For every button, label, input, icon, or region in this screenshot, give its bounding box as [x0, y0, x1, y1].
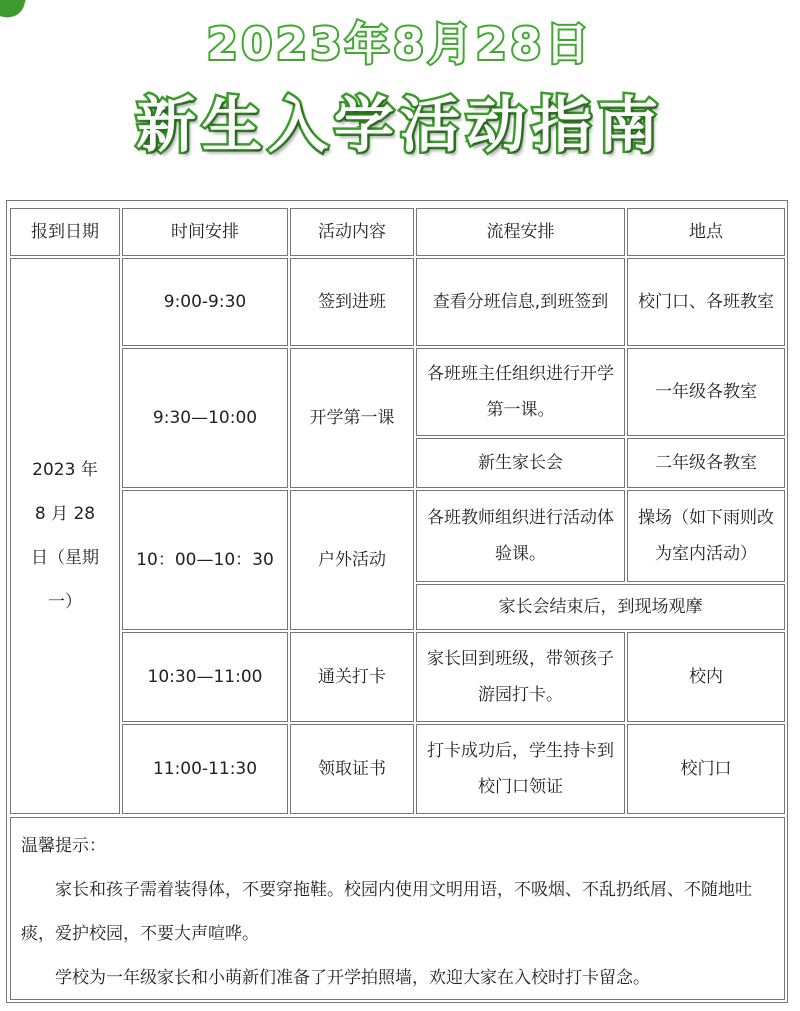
- location-cell: 校门口: [627, 724, 785, 814]
- header-process: 流程安排: [416, 208, 625, 256]
- process-cell: 各班班主任组织进行开学第一课。: [416, 348, 625, 436]
- location-cell: 一年级各教室: [627, 348, 785, 436]
- location-cell: 二年级各教室: [627, 438, 785, 488]
- time-cell: 9:00-9:30: [122, 258, 288, 346]
- event-date-title: 2023年8月28日: [206, 19, 594, 70]
- location-cell: 校内: [627, 632, 785, 722]
- activity-cell: 开学第一课: [290, 348, 414, 488]
- process-cell: 各班教师组织进行活动体验课。: [416, 490, 625, 582]
- process-cell: 打卡成功后，学生持卡到校门口领证: [416, 724, 625, 814]
- location-cell: 操场（如下雨则改为室内活动）: [627, 490, 785, 582]
- process-cell: 查看分班信息,到班签到: [416, 258, 625, 346]
- time-cell: 10：00—10：30: [122, 490, 288, 630]
- process-location-merged-cell: 家长会结束后，到现场观摩: [416, 584, 785, 630]
- process-cell: 新生家长会: [416, 438, 625, 488]
- activity-cell: 领取证书: [290, 724, 414, 814]
- header-activity: 活动内容: [290, 208, 414, 256]
- time-cell: 9:30—10:00: [122, 348, 288, 488]
- tips-section: [10, 817, 785, 1000]
- header-location: 地点: [627, 208, 785, 256]
- tips-paragraph: 家长和孩子需着装得体，不要穿拖鞋。校园内使用文明用语，不吸烟、不乱扔纸屑、不随地吐痰，爱护校园，不要大声喧哗。: [21, 880, 752, 944]
- header-time: 时间安排: [122, 208, 288, 256]
- activity-cell: 签到进班: [290, 258, 414, 346]
- process-cell: 家长回到班级，带领孩子游园打卡。: [416, 632, 625, 722]
- report-date-cell: 2023 年 8 月 28 日（星期一）: [10, 258, 120, 814]
- time-cell: 11:00-11:30: [122, 724, 288, 814]
- location-cell: 校门口、各班教室: [627, 258, 785, 346]
- tips-paragraph: 学校为一年级家长和小萌新们准备了开学拍照墙，欢迎大家在入校时打卡留念。: [55, 968, 650, 988]
- activity-cell: 通关打卡: [290, 632, 414, 722]
- page-title: 新生入学活动指南: [136, 91, 664, 161]
- activity-cell: 户外活动: [290, 490, 414, 630]
- time-cell: 10:30—11:00: [122, 632, 288, 722]
- tips-heading: 温馨提示：: [21, 836, 106, 856]
- header-report-date: 报到日期: [10, 208, 120, 256]
